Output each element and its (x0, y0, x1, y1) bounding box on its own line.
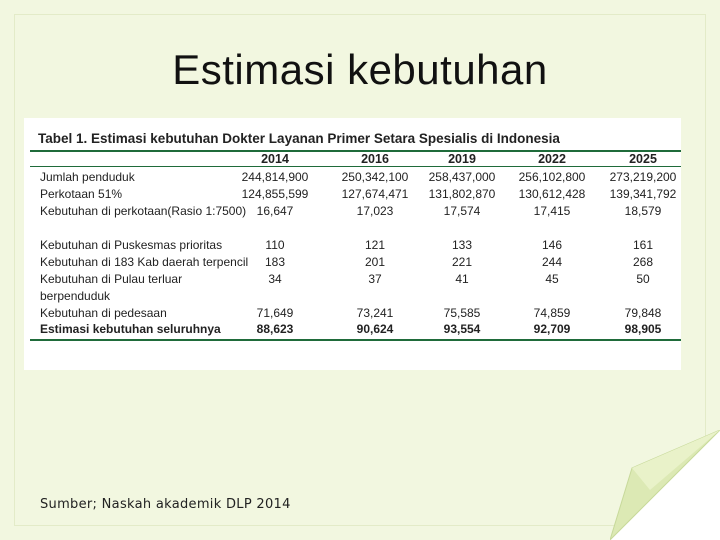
table-cell: 92,709 (533, 322, 571, 336)
table-cell: 74,859 (533, 306, 571, 320)
table-row (24, 238, 681, 255)
table-cell: 133 (451, 238, 473, 252)
table-image (24, 118, 681, 370)
table-row-total (24, 322, 681, 339)
table-cell: 98,905 (624, 322, 662, 336)
page-curl-decoration (610, 430, 720, 540)
table-row (24, 289, 681, 306)
table-cell: 17,023 (356, 204, 394, 218)
table-cell: 93,554 (443, 322, 481, 336)
table-cell: 110 (265, 238, 285, 252)
table-row (24, 272, 681, 289)
table-row (24, 204, 681, 221)
column-header-2022: 2022 (538, 152, 566, 166)
table-cell: 139,341,792 (609, 187, 677, 201)
table-cell: 37 (368, 272, 382, 286)
table-cell: 73,241 (356, 306, 394, 320)
column-header-2016: 2016 (361, 152, 389, 166)
table-cell: 268 (632, 255, 654, 269)
table-caption: Tabel 1. Estimasi kebutuhan Dokter Layanan Primer Setara Spesialis di Indonesia (38, 131, 560, 146)
table-cell: 127,674,471 (341, 187, 409, 201)
table-cell: 18,579 (624, 204, 662, 218)
table-cell: 256,102,800 (518, 170, 586, 184)
table-cell: 161 (632, 238, 654, 252)
table-cell: 244,814,900 (241, 170, 309, 184)
table-cell: 183 (264, 255, 286, 269)
table-cell: 244 (541, 255, 563, 269)
column-header-2025: 2025 (629, 152, 657, 166)
table-cell: 34 (268, 272, 282, 286)
table-cell: 258,437,000 (428, 170, 496, 184)
row-label: Kebutuhan di pedesaan (40, 306, 167, 320)
table-cell: 221 (451, 255, 473, 269)
table-cell: 273,219,200 (609, 170, 677, 184)
table-cell: 71,649 (256, 306, 294, 320)
table-cell: 131,802,870 (428, 187, 496, 201)
row-label: Kebutuhan di 183 Kab daerah terpencil (40, 255, 249, 269)
table-cell: 88,623 (256, 322, 294, 336)
table-row (24, 255, 681, 272)
slide-title: Estimasi kebutuhan (172, 46, 548, 93)
row-label: berpenduduk (40, 289, 111, 303)
table-row (24, 306, 681, 323)
column-header-2019: 2019 (448, 152, 476, 166)
table-cell: 90,624 (356, 322, 394, 336)
table-cell: 130,612,428 (518, 187, 586, 201)
table-bottom-rule (30, 339, 681, 341)
table-row (24, 170, 681, 187)
row-label: Jumlah penduduk (40, 170, 135, 184)
table-cell: 79,848 (624, 306, 662, 320)
row-label: Estimasi kebutuhan seluruhnya (40, 322, 221, 336)
table-cell: 201 (364, 255, 386, 269)
table-cell: 75,585 (443, 306, 481, 320)
source-note: Sumber; Naskah akademik DLP 2014 (40, 497, 291, 512)
table-cell: 41 (455, 272, 469, 286)
table-cell: 250,342,100 (341, 170, 409, 184)
table-cell: 16,647 (256, 204, 294, 218)
table-header-rule (30, 166, 681, 167)
table-cell: 121 (364, 238, 386, 252)
table-cell: 17,415 (533, 204, 571, 218)
row-label: Kebutuhan di perkotaan(Rasio 1:7500) (40, 204, 247, 218)
table-cell: 124,855,599 (241, 187, 309, 201)
table-cell: 45 (545, 272, 559, 286)
column-header-2014: 2014 (261, 152, 289, 166)
row-label: Perkotaan 51% (40, 187, 123, 201)
table-cell: 50 (636, 272, 650, 286)
row-label: Kebutuhan di Pulau terluar (40, 272, 183, 286)
table-cell: 146 (541, 238, 563, 252)
table-row (24, 187, 681, 204)
row-label: Kebutuhan di Puskesmas prioritas (40, 238, 223, 252)
table-cell: 17,574 (443, 204, 481, 218)
